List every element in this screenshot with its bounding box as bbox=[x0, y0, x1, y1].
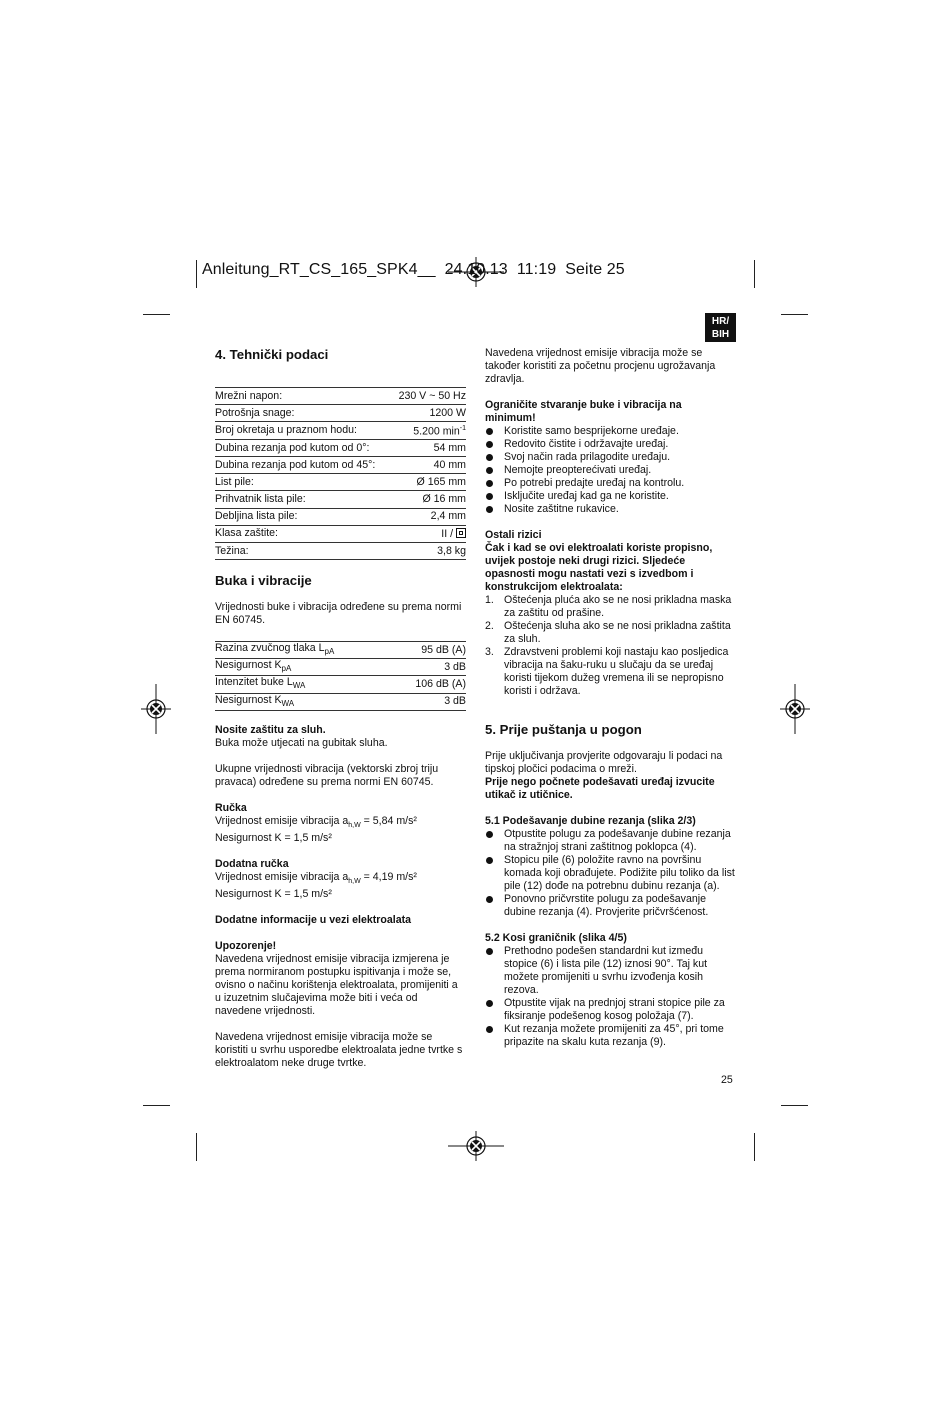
table-row bbox=[215, 659, 466, 676]
subheading: Dodatne informacije u vezi elektroalata bbox=[215, 913, 412, 926]
paragraph: Prije uključivanja provjerite odgovaraju li podaci na tipskoj pločici podacima o mreži. bbox=[485, 750, 723, 775]
right-column bbox=[485, 347, 735, 1049]
table-row bbox=[215, 422, 466, 440]
subheading: Ostali rizici bbox=[485, 529, 542, 541]
table-row bbox=[215, 388, 466, 405]
section-title: 5. Prije puštanja u pogon bbox=[485, 722, 642, 737]
noise-label-sub: pA bbox=[324, 647, 335, 657]
protection-class-icon bbox=[456, 528, 466, 538]
text: Vrijednost emisije vibracija a bbox=[215, 814, 349, 827]
registration-mark-icon bbox=[141, 684, 171, 734]
numbered-list bbox=[485, 594, 735, 698]
paragraph bbox=[215, 871, 466, 888]
list-item: Nemojte preopterećivati uređaj. bbox=[485, 464, 735, 477]
spec-value: 1200 W bbox=[392, 405, 466, 422]
table-row bbox=[215, 543, 466, 560]
list-item: Ponovno pričvrstite polugu za podešavanje dubine rezanja (4). Provjerite pričvršćenost. bbox=[485, 893, 735, 919]
section-title: 4. Tehnički podaci bbox=[215, 347, 329, 362]
spec-value: 2,4 mm bbox=[392, 508, 466, 525]
subscript: h,W bbox=[348, 821, 361, 829]
table-row bbox=[215, 474, 466, 491]
spec-label: Potrošnja snage: bbox=[215, 405, 392, 422]
noise-value: 106 dB (A) bbox=[391, 676, 466, 693]
noise-label-text: Nesigurnost K bbox=[215, 659, 282, 672]
list-item: Koristite samo besprijekorne uređaje. bbox=[485, 425, 735, 438]
list-item: Po potrebi predajte uređaj na kontrolu. bbox=[485, 477, 735, 490]
spec-value: 3,8 kg bbox=[392, 543, 466, 560]
text: Vrijednost emisije vibracija a bbox=[215, 870, 349, 883]
list-item: Redovito čistite i održavajte uređaj. bbox=[485, 438, 735, 451]
table-row bbox=[215, 642, 466, 659]
noise-value: 3 dB bbox=[391, 693, 466, 710]
registration-mark-icon bbox=[448, 1131, 504, 1161]
bold-paragraph: Prije nego počnete podešavati uređaj izvucite utikač iz utičnice. bbox=[485, 776, 715, 801]
subheading: 5.1 Podešavanje dubine rezanja (slika 2/3) bbox=[485, 815, 696, 827]
paragraph: Nesigurnost K = 1,5 m/s² bbox=[215, 831, 332, 844]
noise-label-text: Razina zvučnog tlaka L bbox=[215, 642, 325, 655]
list-text: Zdravstveni problemi koji nastaju kao posljedica vibracija na šaku-ruku u slučaju da se uređaj koristi tijekom dužeg vremena ili se nepropisno koristi i održava. bbox=[504, 646, 729, 697]
table-row bbox=[215, 439, 466, 456]
list-number: 1. bbox=[485, 594, 494, 606]
subheading: Ručka bbox=[215, 801, 247, 814]
paragraph: Ukupne vrijednosti vibracija (vektorski zbroj triju pravaca) određene su prema normi EN 60745. bbox=[215, 762, 439, 788]
paragraph: Navedena vrijednost emisije vibracija može se također koristiti za početnu procjenu ugrožavanja zdravlja. bbox=[485, 347, 716, 385]
list-item: Stopicu pile (6) položite ravno na površinu komada koji obrađujete. Podižite pilu toliko da list pile (12) dođe na potrebnu dubinu rezanja (a). bbox=[485, 854, 735, 893]
list-item bbox=[485, 594, 735, 620]
registration-mark-icon bbox=[780, 684, 810, 734]
noise-label bbox=[215, 659, 391, 676]
table-row bbox=[215, 405, 466, 422]
table-row bbox=[215, 693, 466, 710]
list-item: Svoj način rada prilagodite uređaju. bbox=[485, 451, 735, 464]
list-number: 3. bbox=[485, 646, 494, 658]
noise-label-text: Nesigurnost K bbox=[215, 693, 282, 706]
text: = 4,19 m/s² bbox=[360, 870, 417, 883]
noise-label-sub: WA bbox=[281, 698, 295, 708]
subheading: 5.2 Kosi graničnik (slika 4/5) bbox=[485, 932, 627, 944]
crop-mark bbox=[781, 314, 808, 315]
spec-value-text: II / bbox=[441, 527, 454, 540]
crop-mark bbox=[143, 314, 170, 315]
list-item: Nosite zaštitne rukavice. bbox=[485, 503, 735, 516]
bold-note: Nosite zaštitu za sluh. bbox=[215, 723, 326, 736]
table-row bbox=[215, 508, 466, 525]
paragraph: Vrijednosti buke i vibracija određene su prema normi EN 60745. bbox=[215, 601, 462, 627]
spec-value: Ø 16 mm bbox=[392, 491, 466, 508]
print-header: Anleitung_RT_CS_165_SPK4__ 24.10.13 11:19 Seite 25 bbox=[202, 261, 625, 278]
list-item: Kut rezanja možete promijeniti za 45°, pri tome pripazite na skalu kuta rezanja (9). bbox=[485, 1023, 735, 1049]
noise-table bbox=[215, 641, 466, 710]
spec-label: Dubina rezanja pod kutom od 0°: bbox=[215, 439, 392, 456]
table-row bbox=[215, 676, 466, 693]
bullet-list bbox=[485, 425, 735, 516]
subheading: Dodatna ručka bbox=[215, 857, 289, 870]
paragraph bbox=[215, 815, 466, 832]
spec-value-text: 5.200 min bbox=[413, 425, 460, 438]
crop-mark bbox=[196, 1133, 197, 1161]
spec-label: Klasa zaštite: bbox=[215, 525, 392, 542]
left-column bbox=[215, 347, 466, 1070]
spec-value-sup: -1 bbox=[459, 425, 466, 433]
paragraph: Buka može utjecati na gubitak sluha. bbox=[215, 736, 388, 749]
spec-value: Ø 165 mm bbox=[392, 474, 466, 491]
paragraph: Nesigurnost K = 1,5 m/s² bbox=[215, 887, 332, 900]
noise-value: 95 dB (A) bbox=[391, 642, 466, 659]
subheading: Upozorenje! bbox=[215, 939, 277, 952]
bold-paragraph: Čak i kad se ovi elektroalati koriste propisno, uvijek postoje neki drugi rizici. Sljedeće opasnosti mogu nastati vezi s izvedbom i konstrukcijom elektroalata: bbox=[485, 542, 713, 593]
paragraph: Navedena vrijednost emisije vibracija izmjerena je prema normiranom postupku ispitivanja i može se, ovisno o načinu korištenja elektroalata, promijeniti a u izuzetnim slučajevima može biti i veća od navedene vrijednosti. bbox=[215, 952, 458, 1017]
bullet-list bbox=[485, 828, 735, 919]
list-text: Oštećenja sluha ako se ne nosi prikladna zaštita za sluh. bbox=[504, 620, 731, 645]
spec-value: 54 mm bbox=[392, 439, 466, 456]
crop-mark bbox=[754, 1133, 755, 1161]
specs-table bbox=[215, 387, 466, 560]
spec-value: 40 mm bbox=[392, 457, 466, 474]
page-number: 25 bbox=[721, 1074, 733, 1086]
list-item: Otpustite vijak na prednjoj strani stopice pile za fiksiranje podešenog kosog položaja (7). bbox=[485, 997, 735, 1023]
crop-mark bbox=[754, 260, 755, 288]
subscript: h,W bbox=[348, 877, 361, 885]
noise-label bbox=[215, 676, 391, 693]
spec-label: Mrežni napon: bbox=[215, 388, 392, 405]
noise-label-sub: pA bbox=[281, 664, 292, 674]
noise-label bbox=[215, 642, 391, 659]
spec-value bbox=[392, 525, 466, 542]
table-row bbox=[215, 525, 466, 542]
bullet-list bbox=[485, 945, 735, 1049]
noise-label-sub: WA bbox=[292, 681, 306, 691]
crop-mark bbox=[143, 1105, 170, 1106]
list-item bbox=[485, 646, 735, 698]
list-item: Isključite uređaj kad ga ne koristite. bbox=[485, 490, 735, 503]
crop-mark bbox=[196, 260, 197, 288]
subheading: Ograničite stvaranje buke i vibracija na minimum! bbox=[485, 399, 682, 424]
noise-label-text: Intenzitet buke L bbox=[215, 676, 293, 689]
spec-label: Težina: bbox=[215, 543, 392, 560]
list-text: Oštećenja pluća ako se ne nosi prikladna maska za zaštitu od prašine. bbox=[504, 594, 732, 619]
crop-mark bbox=[781, 1105, 808, 1106]
list-item: Otpustite polugu za podešavanje dubine rezanja na stražnjoj strani zaštitnog poklopca (4). bbox=[485, 828, 735, 854]
language-badge-line: HR/ bbox=[711, 316, 730, 327]
language-badge bbox=[705, 313, 736, 342]
text: = 5,84 m/s² bbox=[360, 814, 417, 827]
language-badge-line: BIH bbox=[711, 329, 730, 340]
spec-value: 230 V ~ 50 Hz bbox=[392, 388, 466, 405]
spec-label: Broj okretaja u praznom hodu: bbox=[215, 422, 392, 440]
spec-label: Prihvatnik lista pile: bbox=[215, 491, 392, 508]
section-title: Buka i vibracije bbox=[215, 573, 312, 589]
spec-label: Dubina rezanja pod kutom od 45°: bbox=[215, 457, 392, 474]
list-item bbox=[485, 620, 735, 646]
paragraph: Navedena vrijednost emisije vibracija može se koristiti u svrhu usporedbe elektroalata jedne tvrtke s elektroalatom neke druge tvrtke. bbox=[215, 1030, 463, 1069]
spec-label: List pile: bbox=[215, 474, 392, 491]
table-row bbox=[215, 491, 466, 508]
list-item: Prethodno podešen standardni kut između stopice (6) i lista pile (12) iznosi 90°. Taj kut možete promijeniti u svrhu izvođenja kosih rezova. bbox=[485, 945, 735, 997]
noise-value: 3 dB bbox=[391, 659, 466, 676]
spec-label: Debljina lista pile: bbox=[215, 508, 392, 525]
list-number: 2. bbox=[485, 620, 494, 632]
table-row bbox=[215, 457, 466, 474]
spec-value bbox=[392, 422, 466, 440]
noise-label bbox=[215, 693, 391, 710]
